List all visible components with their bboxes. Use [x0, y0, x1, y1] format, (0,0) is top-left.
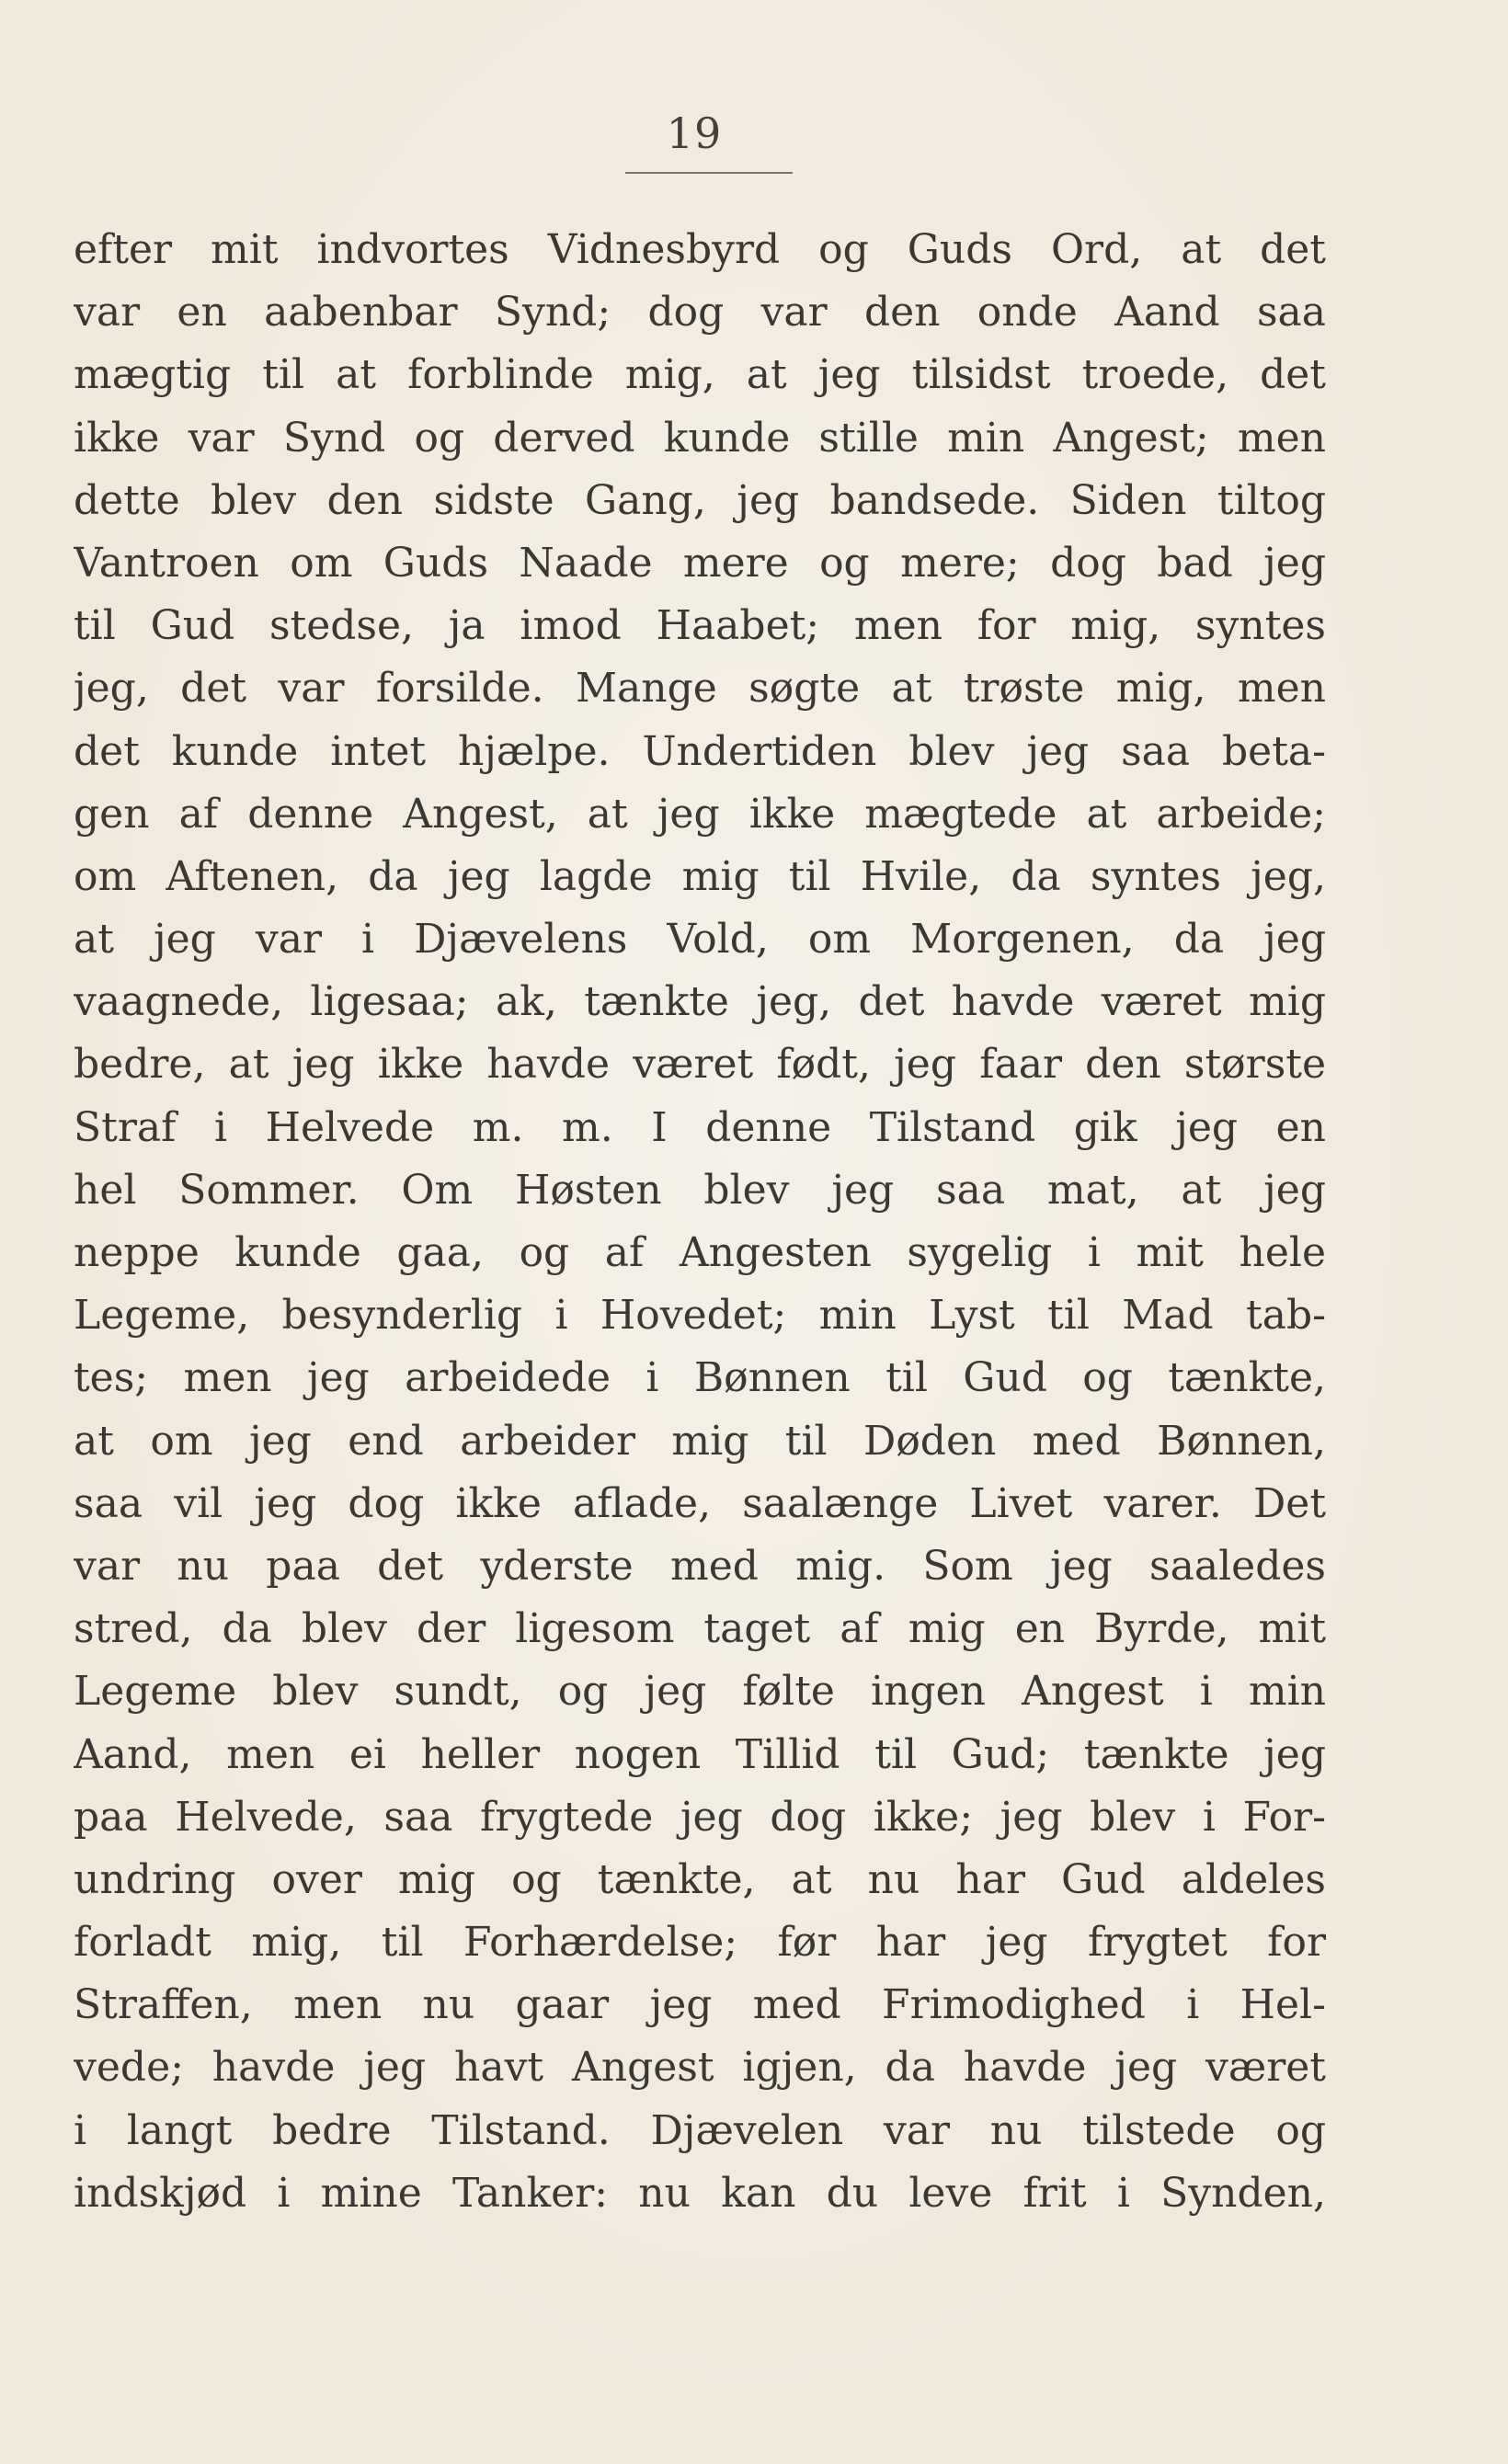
text-line: ikke var Synd og derved kunde stille min Angest; men: [74, 414, 1326, 462]
text-line: bedre, at jeg ikke havde været født, jeg faar den største: [74, 1041, 1326, 1089]
text-line: saa vil jeg dog ikke aflade, saalænge Livet varer. Det: [74, 1479, 1326, 1527]
text-line: det kunde intet hjælpe. Undertiden blev jeg saa beta-: [74, 727, 1326, 775]
text-line: til Gud stedse, ja imod Haabet; men for mig, syntes: [74, 602, 1326, 650]
text-line: mægtig til at forblinde mig, at jeg tilsidst troede, det: [74, 351, 1326, 399]
text-line: at jeg var i Djævelens Vold, om Morgenen, da jeg: [74, 916, 1326, 964]
text-line: efter mit indvortes Vidnesbyrd og Guds Ord, at det: [74, 226, 1326, 273]
text-line: gen af denne Angest, at jeg ikke mægtede at arbeide;: [74, 790, 1326, 838]
text-line: om Aftenen, da jeg lagde mig til Hvile, da syntes jeg,: [74, 852, 1326, 900]
text-line: undring over mig og tænkte, at nu har Gud aldeles: [74, 1855, 1326, 1903]
text-line: var nu paa det yderste med mig. Som jeg saaledes: [74, 1542, 1326, 1590]
text-line: Legeme, besynderlig i Hovedet; min Lyst til Mad tab-: [74, 1292, 1326, 1340]
text-line: neppe kunde gaa, og af Angesten sygelig i mit hele: [74, 1229, 1326, 1276]
text-line: vaagnede, ligesaa; ak, tænkte jeg, det havde været mig: [74, 978, 1326, 1026]
page-number: 19: [666, 108, 723, 158]
text-line: jeg, det var forsilde. Mange søgte at trøste mig, men: [74, 665, 1326, 713]
text-line: indskjød i mine Tanker: nu kan du leve frit i Synden,: [74, 2169, 1326, 2217]
text-line: tes; men jeg arbeidede i Bønnen til Gud og tænkte,: [74, 1354, 1326, 1402]
text-line: Straffen, men nu gaar jeg med Frimodighed i Hel-: [74, 1981, 1326, 2029]
text-line: paa Helvede, saa frygtede jeg dog ikke; jeg blev i For-: [74, 1793, 1326, 1841]
text-line: Legeme blev sundt, og jeg følte ingen Angest i min: [74, 1668, 1326, 1716]
body-text: [74, 219, 1326, 2225]
text-line: vede; havde jeg havt Angest igjen, da havde jeg været: [74, 2044, 1326, 2092]
text-line: var en aabenbar Synd; dog var den onde Aand saa: [74, 289, 1326, 337]
text-line: forladt mig, til Forhærdelse; før har jeg frygtet for: [74, 1919, 1326, 1967]
text-line: hel Sommer. Om Høsten blev jeg saa mat, at jeg: [74, 1166, 1326, 1214]
text-line: Vantroen om Guds Naade mere og mere; dog bad jeg: [74, 539, 1326, 587]
text-line: Straf i Helvede m. m. I denne Tilstand gik jeg en: [74, 1103, 1326, 1151]
header-rule: [625, 172, 793, 174]
text-line: Aand, men ei heller nogen Tillid til Gud; tænkte jeg: [74, 1730, 1326, 1778]
text-line: dette blev den sidste Gang, jeg bandsede. Siden tiltog: [74, 476, 1326, 524]
text-line: at om jeg end arbeider mig til Døden med Bønnen,: [74, 1417, 1326, 1465]
text-line: i langt bedre Tilstand. Djævelen var nu tilstede og: [74, 2106, 1326, 2154]
text-line: stred, da blev der ligesom taget af mig en Byrde, mit: [74, 1605, 1326, 1653]
